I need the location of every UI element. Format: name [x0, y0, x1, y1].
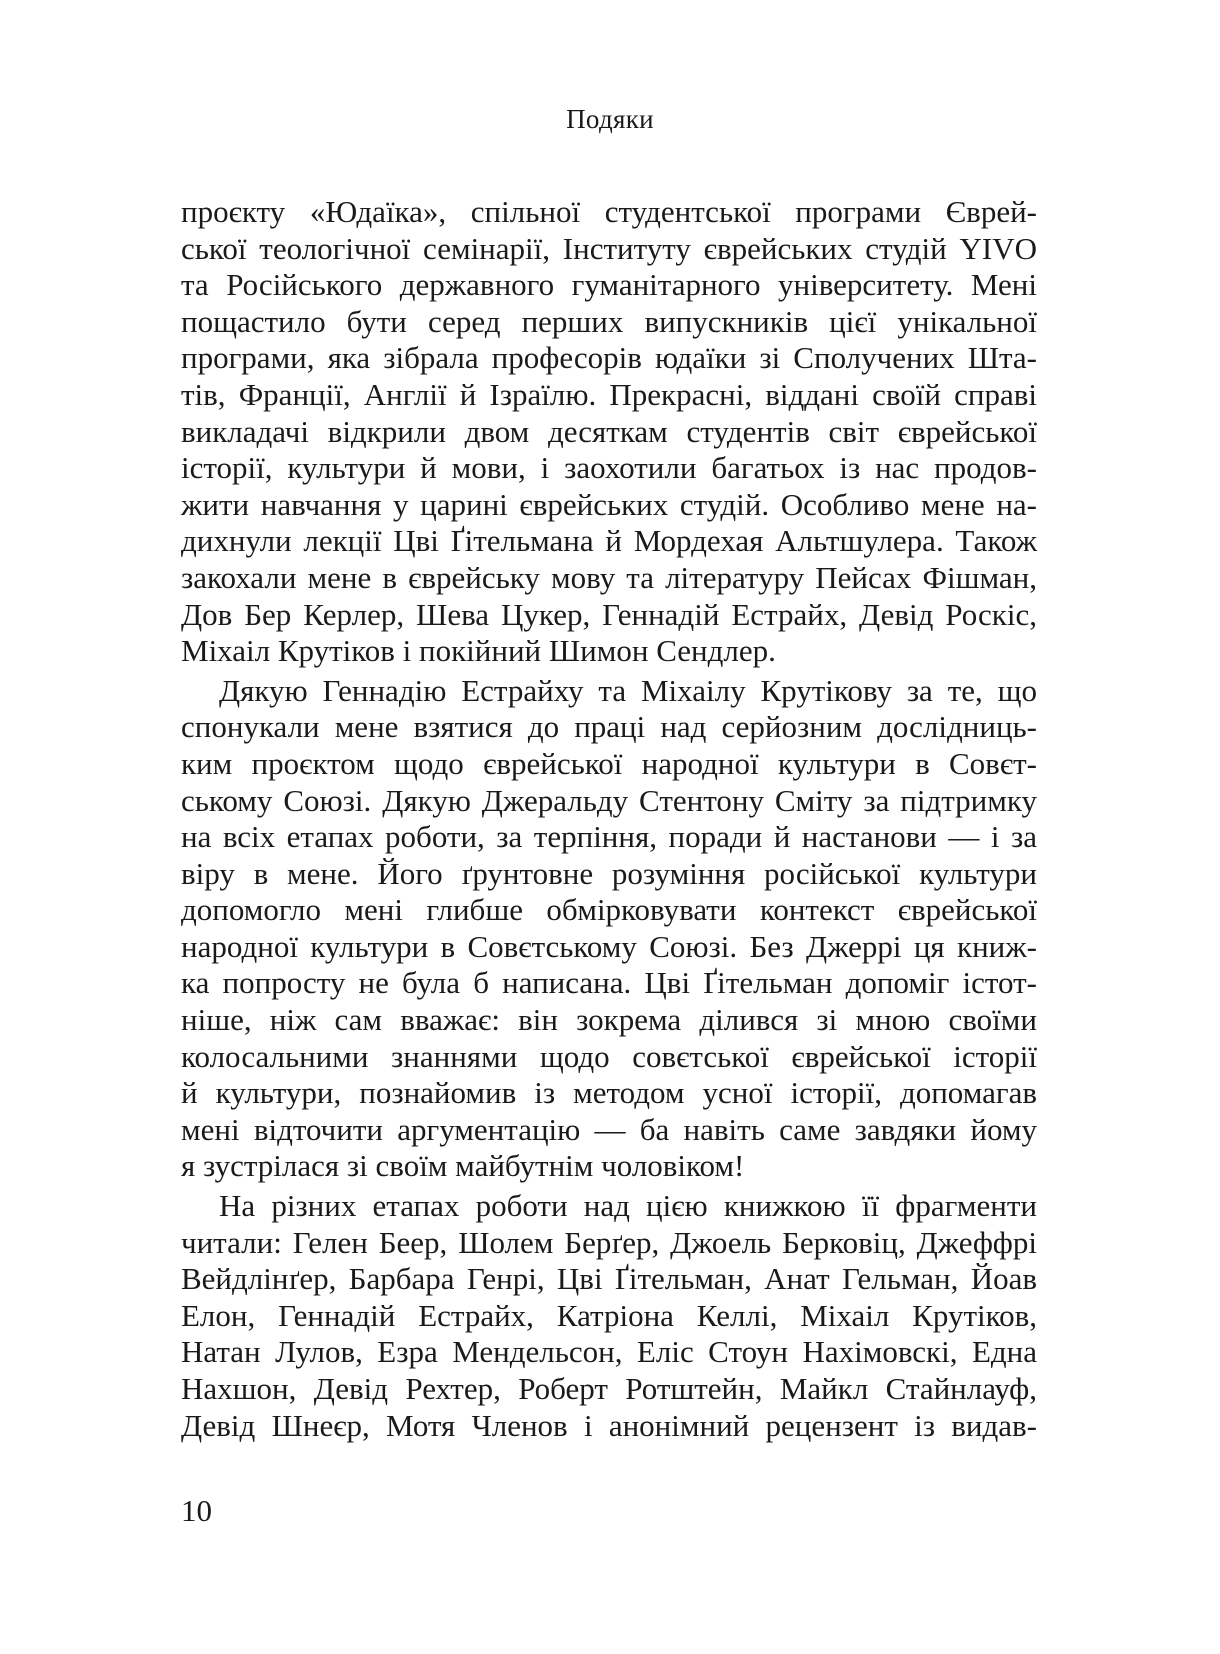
text-line: ка попросту не була б написана. Цві Ґітельман допоміг істот- — [181, 965, 1037, 1001]
page-body — [181, 194, 1037, 1444]
text-line: ніше, ніж сам вважає: він зокрема ділився зі мною своїми — [181, 1002, 1037, 1038]
text-line: тів, Франції, Англії й Ізраїлю. Прекрасні, віддані своїй справі — [181, 376, 1037, 412]
text-line: пощастило бути серед перших випускників цієї унікальної — [181, 303, 1037, 339]
text-line: й культури, познайомив із методом усної історії, допомагав — [181, 1075, 1037, 1111]
text-line: дихнули лекції Цві Ґітельмана й Мордехая Альтшулера. Також — [181, 523, 1037, 559]
text-line: мені відточити аргументацію — ба навіть саме завдяки йому — [181, 1111, 1037, 1147]
text-line: Дов Бер Керлер, Шева Цукер, Геннадій Естрайх, Девід Роскіс, — [181, 596, 1037, 632]
text-line: Міхаіл Крутіков і покійний Шимон Сендлер. — [181, 633, 776, 669]
text-line: жити навчання у царині єврейських студій. Особливо мене на- — [181, 486, 1037, 522]
text-line: Натан Лулов, Езра Мендельсон, Еліс Стоун Нахімовскі, Една — [181, 1334, 1037, 1370]
text-line: на всіх етапах роботи, за терпіння, поради й настанови — і за — [181, 819, 1037, 855]
text-line: ському Союзі. Дякую Джеральду Стентону Сміту за підтримку — [181, 782, 1037, 818]
text-line: На різних етапах роботи над цією книжкою її фрагменти — [219, 1188, 1037, 1224]
text-line: Вейдлінґер, Барбара Генрі, Цві Ґітельман, Анат Гельман, Йоав — [181, 1261, 1037, 1297]
paragraph-3 — [181, 1188, 1037, 1444]
text-line: Дякую Геннадію Естрайху та Міхаілу Крутікову за те, що — [219, 672, 1037, 708]
text-line: та Російського державного гуманітарного університету. Мені — [181, 267, 1037, 303]
text-line: ської теологічної семінарії, Інституту єврейських студій YIVO — [181, 230, 1037, 266]
text-line: проєкту «Юдаїка», спільної студентської програми Єврей- — [181, 194, 1037, 229]
text-line: читали: Гелен Беер, Шолем Берґер, Джоель Берковіц, Джеффрі — [181, 1224, 1037, 1260]
text-line: колосальними знаннями щодо совєтської єврейської історії — [181, 1038, 1037, 1074]
page-number: 10 — [181, 1493, 212, 1528]
text-line: спонукали мене взятися до праці над серйозним дослідниць- — [181, 709, 1037, 745]
text-line: я зустрілася зі своїм майбутнім чоловіком! — [181, 1148, 745, 1184]
paragraph-2 — [181, 673, 1037, 1185]
text-line: програми, яка зібрала професорів юдаїки зі Сполучених Шта- — [181, 340, 1037, 376]
text-line: народної культури в Совєтському Союзі. Без Джеррі ця книж- — [181, 928, 1037, 964]
text-line: ким проєктом щодо єврейської народної культури в Совєт- — [181, 745, 1037, 781]
text-line: віру в мене. Його ґрунтовне розуміння російської культури — [181, 855, 1037, 891]
text-line: Девід Шнеєр, Мотя Членов і анонімний рецензент із видав- — [181, 1407, 1037, 1443]
text-line: закохали мене в єврейську мову та літературу Пейсах Фішман, — [181, 559, 1037, 595]
text-line: Нахшон, Девід Рехтер, Роберт Ротштейн, Майкл Стайнлауф, — [181, 1371, 1037, 1406]
text-line: історії, культури й мови, і заохотили багатьох із нас продов- — [181, 450, 1037, 486]
text-line: викладачі відкрили двом десяткам студентів світ єврейської — [181, 413, 1037, 449]
text-line: Елон, Геннадій Естрайх, Катріона Келлі, Міхаіл Крутіков, — [181, 1297, 1037, 1333]
running-title: Подяки — [566, 104, 654, 134]
paragraph-1 — [181, 194, 1037, 670]
text-line: допомогло мені глибше обмірковувати контекст єврейської — [181, 892, 1037, 928]
